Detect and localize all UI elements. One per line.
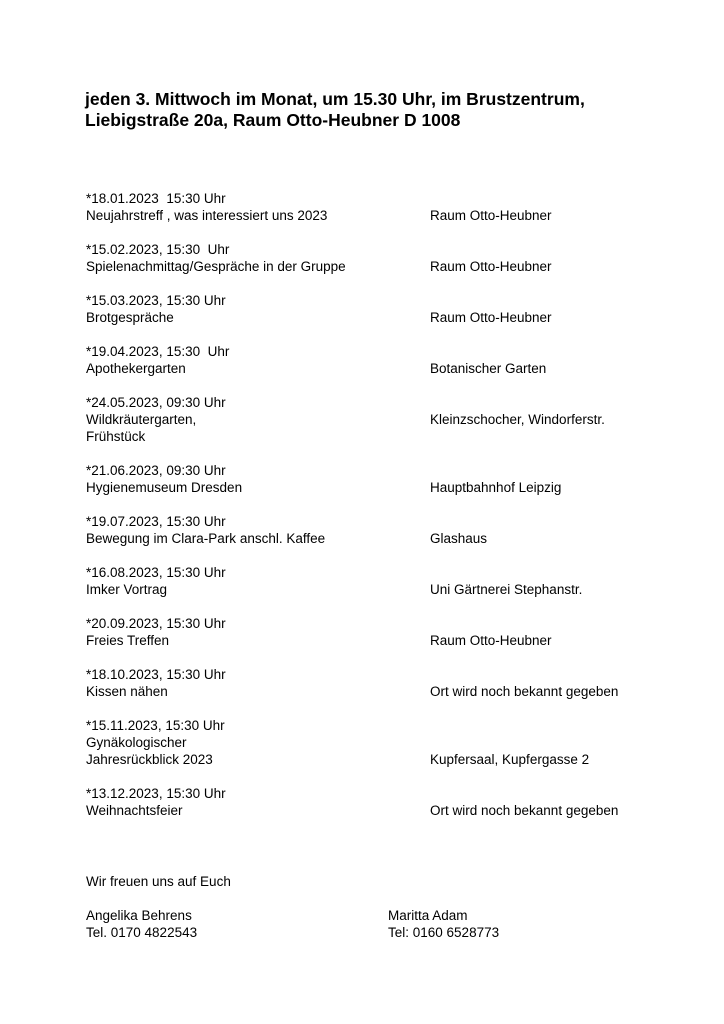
event-date: *15.11.2023, 15:30 Uhr bbox=[86, 718, 225, 733]
page-title bbox=[85, 89, 585, 131]
event-title: Spielenachmittag/Gespräche in der Gruppe bbox=[86, 259, 346, 274]
event-title: Wildkräutergarten, bbox=[86, 412, 197, 427]
event-date: *18.01.2023 15:30 Uhr bbox=[86, 191, 226, 206]
event-location: Kupfersaal, Kupfergasse 2 bbox=[430, 752, 590, 767]
contact-name: Maritta Adam bbox=[388, 908, 468, 923]
event-date: *19.04.2023, 15:30 Uhr bbox=[86, 344, 230, 359]
event-item bbox=[86, 241, 706, 275]
event-location: Glashaus bbox=[430, 531, 488, 546]
title-line-2: Liebigstraße 20a, Raum Otto-Heubner D 1008 bbox=[85, 110, 461, 130]
event-location: Ort wird noch bekannt gegeben bbox=[430, 684, 619, 699]
event-location: Raum Otto-Heubner bbox=[430, 208, 552, 223]
event-item bbox=[86, 343, 706, 377]
event-item bbox=[86, 717, 706, 768]
event-title: Gynäkologischer bbox=[86, 735, 187, 750]
event-location: Botanischer Garten bbox=[430, 361, 547, 376]
event-title: Brotgespräche bbox=[86, 310, 174, 325]
event-title: Bewegung im Clara-Park anschl. Kaffee bbox=[86, 531, 326, 546]
event-date: *18.10.2023, 15:30 Uhr bbox=[86, 667, 226, 682]
event-item bbox=[86, 190, 706, 224]
event-location: Uni Gärtnerei Stephanstr. bbox=[430, 582, 583, 597]
event-item bbox=[86, 292, 706, 326]
event-item bbox=[86, 462, 706, 496]
event-location: Raum Otto-Heubner bbox=[430, 259, 552, 274]
event-item bbox=[86, 615, 706, 649]
event-location: Raum Otto-Heubner bbox=[430, 633, 552, 648]
event-location: Kleinzschocher, Windorferstr. bbox=[430, 412, 605, 427]
contact-phone: Tel. 0170 4822543 bbox=[86, 925, 198, 940]
contact-phone: Tel: 0160 6528773 bbox=[388, 925, 500, 940]
event-item bbox=[86, 394, 706, 445]
event-title: Weihnachtsfeier bbox=[86, 803, 183, 818]
event-title: Frühstück bbox=[86, 429, 146, 444]
event-title: Neujahrstreff , was interessiert uns 2023 bbox=[86, 208, 328, 223]
event-location: Hauptbahnhof Leipzig bbox=[430, 480, 562, 495]
event-date: *16.08.2023, 15:30 Uhr bbox=[86, 565, 226, 580]
event-date: *19.07.2023, 15:30 Uhr bbox=[86, 514, 226, 529]
event-date: *20.09.2023, 15:30 Uhr bbox=[86, 616, 226, 631]
contact-1 bbox=[86, 907, 197, 941]
event-title: Imker Vortrag bbox=[86, 582, 168, 597]
event-title: Hygienemuseum Dresden bbox=[86, 480, 243, 495]
title-line-1: jeden 3. Mittwoch im Monat, um 15.30 Uhr, im Brustzentrum, bbox=[85, 89, 585, 109]
event-title: Apothekergarten bbox=[86, 361, 186, 376]
event-date: *21.06.2023, 09:30 Uhr bbox=[86, 463, 226, 478]
event-item bbox=[86, 666, 706, 700]
event-date: *24.05.2023, 09:30 Uhr bbox=[86, 395, 226, 410]
event-date: *13.12.2023, 15:30 Uhr bbox=[86, 786, 226, 801]
event-item bbox=[86, 564, 706, 598]
event-list bbox=[86, 190, 706, 836]
event-item bbox=[86, 785, 706, 819]
event-location: Raum Otto-Heubner bbox=[430, 310, 552, 325]
contact-name: Angelika Behrens bbox=[86, 908, 192, 923]
event-location: Ort wird noch bekannt gegeben bbox=[430, 803, 619, 818]
event-date: *15.02.2023, 15:30 Uhr bbox=[86, 242, 230, 257]
event-title: Freies Treffen bbox=[86, 633, 170, 648]
event-item bbox=[86, 513, 706, 547]
contact-2 bbox=[388, 907, 499, 941]
event-title: Jahresrückblick 2023 bbox=[86, 752, 213, 767]
event-title: Kissen nähen bbox=[86, 684, 168, 699]
event-date: *15.03.2023, 15:30 Uhr bbox=[86, 293, 226, 308]
closing-text: Wir freuen uns auf Euch bbox=[86, 874, 231, 889]
